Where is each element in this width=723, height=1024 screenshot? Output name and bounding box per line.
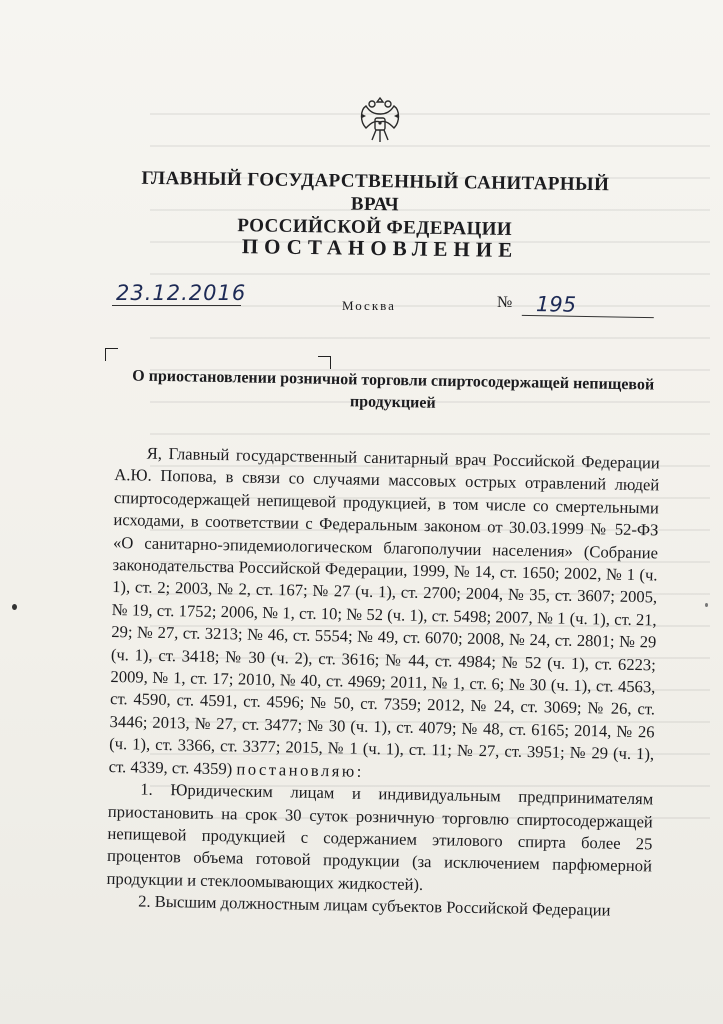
scan-speck	[705, 603, 708, 607]
item-2-paragraph: 2. Высшим должностным лицам субъектов Российской Федерации	[138, 891, 611, 920]
city-label: Москва	[342, 298, 396, 313]
document-title	[128, 365, 659, 418]
resolve-word: постановляю:	[236, 759, 365, 781]
number-sign: №	[497, 294, 513, 311]
authority-line-1: ГЛАВНЫЙ ГОСУДАРСТВЕННЫЙ САНИТАРНЫЙ ВРАЧ	[141, 167, 610, 216]
handwritten-document-number: 195	[522, 293, 654, 318]
title-line-1: О приостановлении розничной торговли спиртосодержащей непищевой	[132, 367, 655, 394]
title-bracket-right	[318, 356, 331, 369]
title-line-2: продукцией	[349, 393, 436, 412]
issuing-authority	[125, 167, 626, 243]
handwritten-date: 23.12.2016	[112, 281, 241, 306]
scan-speck	[12, 604, 17, 610]
item-1-paragraph: 1. Юридическим лицам и индивидуальным предпринимателям приостановить на срок 30 суток розничную торговлю спиртосодержащей непищевой продукцией с содержанием этилового спирта более 25 процентов объема готовой продукции (за исключением парфюмерной продукции и стеклоомывающих жидкостей).	[106, 779, 654, 894]
document-body	[106, 442, 660, 923]
preamble-paragraph	[109, 442, 660, 788]
coat-of-arms-emblem	[356, 92, 404, 146]
preamble-text: Я, Главный государственный санитарный врач Российской Федерации А.Ю. Попова, в связи со случаями массовых острых отравлений людей спиртосодержащей непищевой продукцией, в том числе со смертельными исходами, в соответствии с Федеральным законом от 30.03.1999 № 52-ФЗ «О санитарно-эпидемиологическом благополучии населения» (Собрание законодательства Российской Федерации, 1999, № 14, ст. 1650; 2002, № 1 (ч. 1), ст. 2; 2003, № 2, ст. 167; № 27 (ч. 1), ст. 2700; 2004, № 35, ст. 3607; 2005, № 19, ст. 1752; 2006, № 1, ст. 10; № 52 (ч. 1), ст. 5498; 2007, № 1 (ч. 1), ст. 21, 29; № 27, ст. 3213; № 46, ст. 5554; № 49, ст. 6070; 2008, № 24, ст. 2801; № 29 (ч. 1), ст. 3418; № 30 (ч. 2), ст. 3616; № 44, ст. 4984; № 52 (ч. 1), ст. 6223; 2009, № 1, ст. 17; 2010, № 40, ст. 4969; 2011, № 1, ст. 6; № 30 (ч. 1), ст. 4563, ст. 4590, ст. 4591, ст. 4596; № 50, ст. 7359; 2012, № 24, ст. 3069; № 26, ст. 3446; 2013, № 27, ст. 3477; № 30 (ч. 1), ст. 4079; № 48, ст. 6165; 2014, № 26 (ч. 1), ст. 3366, ст. 3377; 2015, № 1 (ч. 1), ст. 11; № 27, ст. 3951; № 29 (ч. 1), ст. 4339, ст. 4359)	[108, 443, 660, 778]
document-type-heading: ПОСТАНОВЛЕНИЕ	[241, 234, 519, 262]
authority-line-2: РОССИЙСКОЙ ФЕДЕРАЦИИ	[237, 215, 513, 240]
title-bracket-left	[105, 348, 118, 361]
